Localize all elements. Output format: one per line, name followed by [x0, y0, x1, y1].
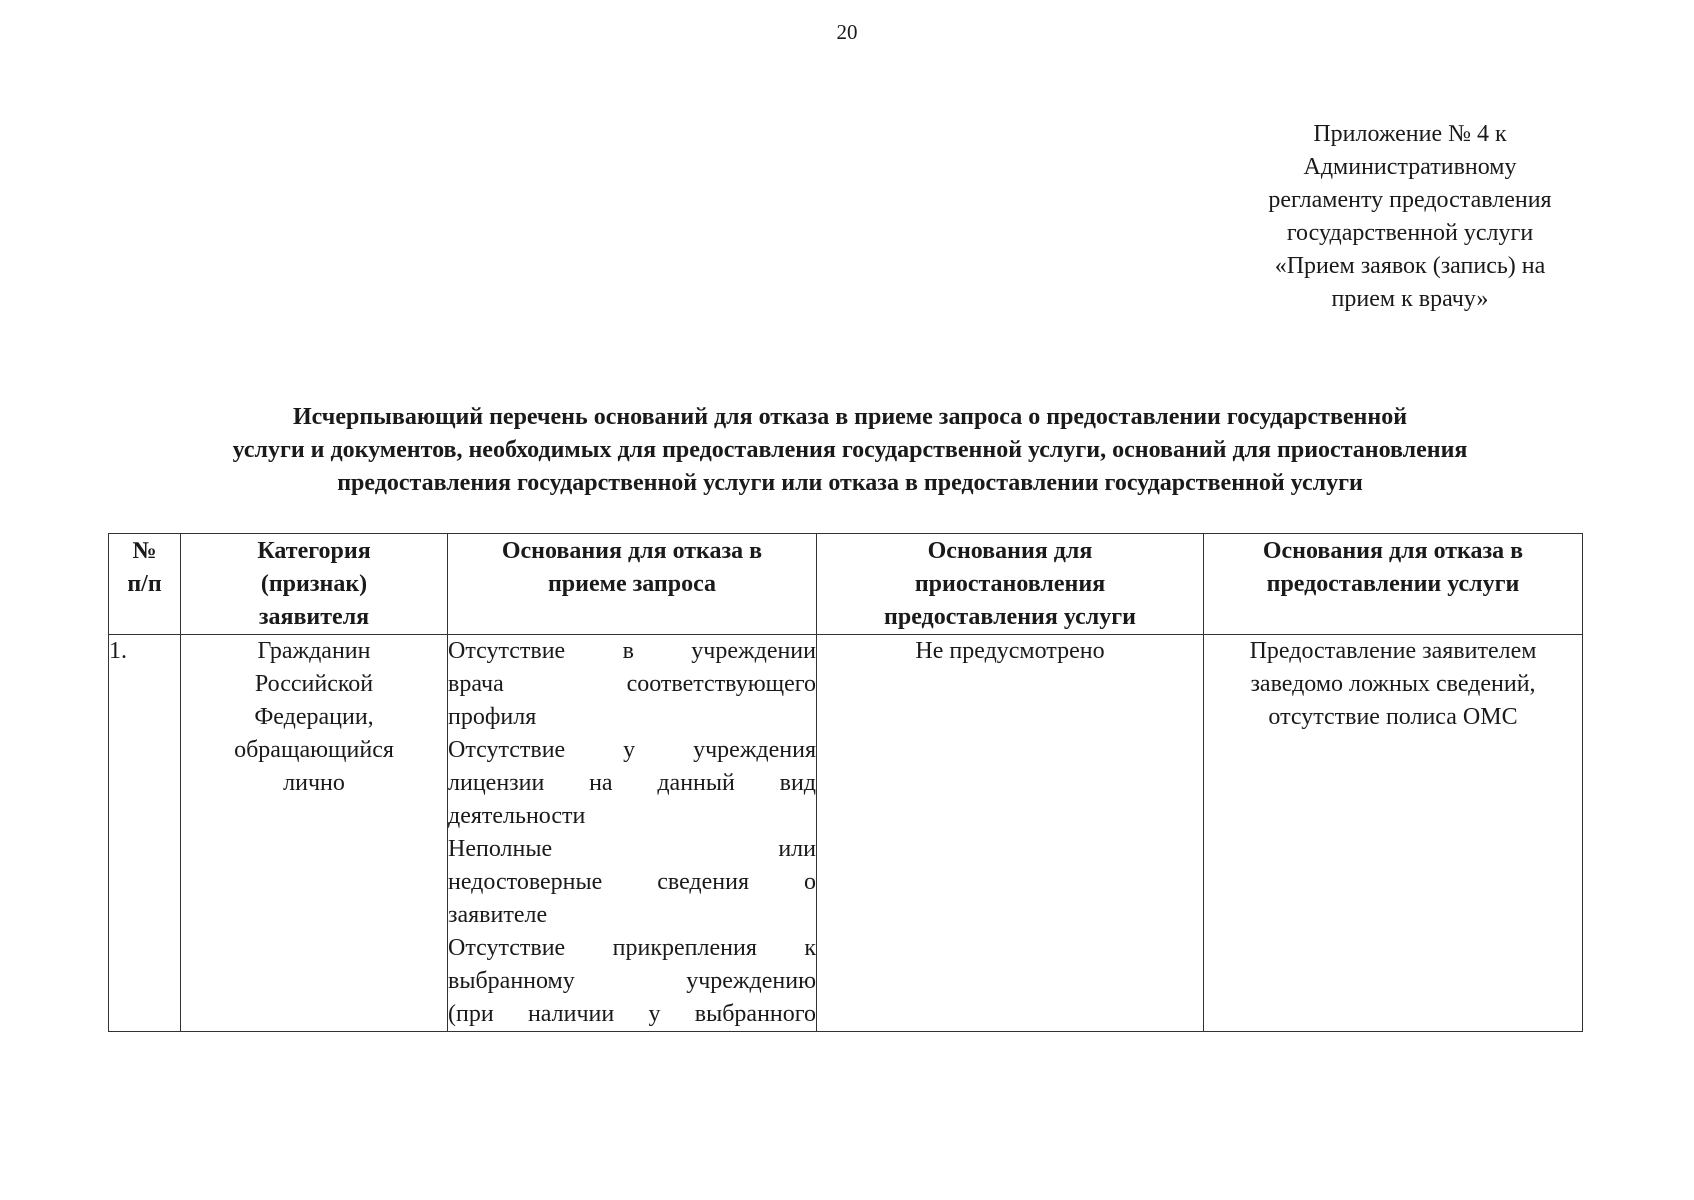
category-line: Гражданин: [257, 638, 371, 664]
ground-item: [448, 635, 816, 734]
ground-line: выбранному учреждению: [448, 968, 816, 994]
title-line: услуги и документов, необходимых для предоставления государственной услуги, оснований для приостановления: [232, 437, 1468, 463]
appendix-line: государственной услуги: [1286, 220, 1534, 246]
ground-line: деятельности: [448, 803, 586, 829]
appendix-line: Административному: [1303, 154, 1517, 180]
category-line: обращающийся: [234, 737, 394, 763]
refusal-service-grounds: [1204, 635, 1583, 1032]
page-number: 20: [836, 20, 858, 44]
ground-item: [448, 833, 816, 932]
category-line: лично: [283, 770, 345, 796]
header-line: Основания для отказа в: [501, 538, 763, 564]
title-line: Исчерпывающий перечень оснований для отказа в приеме запроса о предоставлении государственной: [292, 404, 1408, 430]
ground-line: лицензии на данный вид: [448, 770, 816, 796]
appendix-reference: [1220, 118, 1600, 316]
refusal-line: заведомо ложных сведений,: [1250, 671, 1536, 697]
ground-line: Отсутствие прикрепления к: [448, 935, 816, 961]
ground-line: недостоверные сведения о: [448, 869, 816, 895]
refusal-line: отсутствие полиса ОМС: [1268, 704, 1518, 730]
header-line: Основания для отказа в: [1262, 538, 1524, 564]
appendix-line: Приложение № 4 к: [1313, 121, 1507, 147]
table-header-row: [109, 534, 1583, 635]
header-line: приеме запроса: [547, 571, 717, 597]
title-line: предоставления государственной услуги или отказа в предоставлении государственной услуги: [337, 470, 1363, 496]
refusal-request-grounds: [448, 635, 817, 1032]
header-line: Основания для: [927, 538, 1093, 564]
ground-line: Отсутствие у учреждения: [448, 737, 816, 763]
ground-line: профиля: [448, 704, 537, 730]
row-number: 1.: [109, 635, 181, 1032]
ground-line: (при наличии у выбранного: [448, 1001, 816, 1027]
category-line: Российской: [254, 671, 374, 697]
document-title: [90, 401, 1610, 500]
appendix-line: прием к врачу»: [1331, 286, 1489, 312]
header-line: п/п: [127, 571, 162, 597]
refusal-line: Предоставление заявителем: [1249, 638, 1537, 664]
header-line: №: [132, 538, 157, 564]
header-line: (признак): [260, 571, 368, 597]
ground-line: заявителе: [448, 902, 548, 928]
header-refusal-request: [448, 534, 817, 635]
header-number: [109, 534, 181, 635]
appendix-line: регламенту предоставления: [1268, 187, 1552, 213]
header-refusal-service: [1204, 534, 1583, 635]
header-line: приостановления: [914, 571, 1106, 597]
header-line: Категория: [257, 538, 371, 564]
grounds-table: [108, 533, 1583, 1032]
header-category: [181, 534, 448, 635]
suspension-grounds: Не предусмотрено: [817, 635, 1204, 1032]
header-line: предоставлении услуги: [1266, 571, 1520, 597]
applicant-category: [181, 635, 448, 1032]
table-row: [109, 635, 1583, 1032]
header-line: заявителя: [258, 604, 370, 630]
appendix-line: «Прием заявок (запись) на: [1274, 253, 1546, 279]
ground-line: Неполные или: [448, 836, 816, 862]
ground-item: [448, 734, 816, 833]
header-suspension: [817, 534, 1204, 635]
category-line: Федерации,: [254, 704, 374, 730]
ground-line: врача соответствующего: [448, 671, 816, 697]
ground-line: Отсутствие в учреждении: [448, 638, 816, 664]
header-line: предоставления услуги: [884, 604, 1136, 630]
ground-item: [448, 932, 816, 1031]
